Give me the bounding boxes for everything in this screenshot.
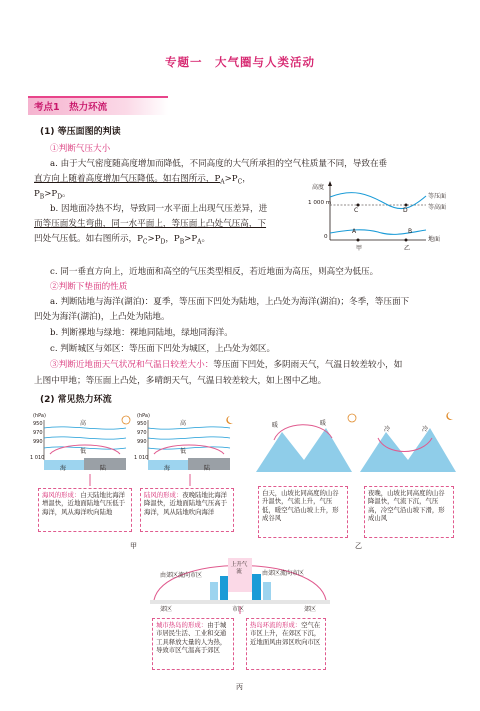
building-3 [252, 574, 261, 600]
label-di-2: 低 [180, 448, 187, 455]
label-gao-1: 高 [80, 420, 87, 427]
label-nuan-1: 暖 [272, 422, 279, 429]
sea-breeze-box: 海风的形成：白天陆地比海洋增温快，近地面陆地气压低于海洋，风从海洋吹向陆地 [38, 488, 132, 532]
para-b-line1: b. 因地面冷热不均，导致同一水平面上出现气压差异，进 [50, 204, 268, 214]
heading-isobar: (1) 等压面图的判读 [40, 127, 121, 137]
point-a [357, 239, 360, 242]
para-e: b. 判断裸地与绿地：裸地同陆地，绿地同海洋。 [50, 328, 233, 338]
label-lu-2: 陆 [204, 465, 211, 472]
land-breeze-box: 陆风的形成：夜晚陆地比海洋降温快，近地面陆地气压高于海洋，风从陆地吹向海洋 [140, 488, 234, 532]
p950-1: 950 [33, 421, 43, 427]
isobar-990-b [148, 447, 230, 449]
label-suburb-right: 郊区 [304, 606, 317, 613]
isobar-950 [44, 427, 126, 429]
circulation-arrow-2 [154, 445, 224, 454]
mountain-valley-diagram [252, 410, 462, 482]
section-header [28, 96, 168, 115]
para-b-line2: 而等压面发生弯曲，同一水平面上，等压面上凸处气压高，下 [34, 219, 267, 229]
para-g-line2: 上图中甲地；等压面上凸处，多晴朗天气，气温日较差较大，如上图中乙地。 [34, 376, 327, 386]
isobar-970 [44, 437, 126, 439]
p1010-2: 1 010 [134, 455, 149, 461]
label-left-flow: 由郊区流向市区 [160, 572, 203, 579]
p970-1: 970 [33, 430, 43, 436]
para-a-line3: $P_B>P_D$。 [34, 189, 71, 201]
sun-icon [122, 416, 130, 424]
label-hai-2: 海 [164, 465, 171, 472]
p1010-1: 1 010 [30, 455, 45, 461]
fig-d: D [403, 207, 408, 214]
para-f: c. 判断城区与郊区：等压面下凹处为城区，上凸处为郊区。 [50, 344, 276, 354]
fig-height-label: 1 000 m [308, 200, 332, 206]
unit-1: (hPa) [33, 413, 46, 419]
label-up-flow: 上升气流 [230, 562, 248, 575]
unit-2: (hPa) [137, 413, 150, 419]
p970-2: 970 [137, 430, 147, 436]
isobar-950-b [148, 427, 230, 429]
fig-c: C [354, 207, 359, 214]
mountain-2 [360, 428, 456, 472]
page-title: 专题一 大气圈与人类活动 [165, 55, 315, 69]
caption-jia: 甲 [130, 542, 137, 550]
para-d-line2: 凹处为海洋(湖泊)，上凸处为陆地。 [34, 312, 170, 322]
subheading-surface: ②判断下垫面的性质 [50, 282, 128, 292]
section-header-label: 考点1 热力环流 [34, 102, 108, 113]
label-nuan-2: 暖 [320, 420, 327, 427]
para-c: c. 同一垂直方向上，近地面和高空的气压类型相反，若近地面为高压，则高空为低压。 [50, 267, 379, 277]
isobar-970-b [148, 437, 230, 439]
heading-circulation: (2) 常见热力环流 [40, 395, 112, 405]
para-d-line1: a. 判断陆地与海洋(湖泊)：夏季，等压面下凹处为陆地，上凸处为海洋(湖泊)；冬季，等压面下 [50, 297, 410, 307]
fig-isobar-label: 等压面 [428, 193, 447, 200]
fig-a: A [352, 228, 357, 235]
isobar-upper [330, 193, 426, 209]
label-leng-1: 冷 [384, 426, 391, 433]
moon-icon-2 [446, 412, 453, 420]
para-g-line1: ③判断近地面天气状况和气温日较差大小：等压面下凹处，多阴雨天气，气温日较差较小，如 [50, 360, 403, 370]
sun-icon-2 [348, 414, 356, 422]
fig-yi: 乙 [404, 245, 411, 252]
para-b-line3: 凹处气压低。如右图所示，$P_C>P_D$，$P_B>P_A$。 [34, 234, 211, 246]
p950-2: 950 [137, 421, 147, 427]
mountain-1 [256, 428, 352, 472]
label-right-flow: 由郊区流向市区 [262, 570, 305, 577]
label-lu-1: 陆 [100, 465, 107, 472]
heat-island-box: 城市热岛的形成：由于城市居民生活、工业和交通工具释放大量的人为热，导致市区气温高于郊区 [152, 618, 234, 670]
valley-breeze-box: 白天，山坡比同高度的山谷升温快，气流上升，气压低，暖空气沿山坡上升，形成谷风 [258, 486, 348, 538]
p990-1: 990 [33, 439, 43, 445]
subheading-pressure: ①判断气压大小 [50, 144, 111, 154]
building-4 [263, 582, 271, 600]
p990-2: 990 [137, 439, 147, 445]
label-gao-2: 高 [180, 420, 187, 427]
moon-icon [226, 416, 233, 424]
y-axis-arrow [328, 181, 332, 186]
fig-equal-height-label: 等高面 [428, 204, 447, 211]
building-1 [210, 582, 218, 600]
fig-zero: 0 [324, 234, 328, 240]
label-di-1: 低 [80, 448, 87, 455]
fig-b: B [408, 228, 413, 235]
building-2 [220, 576, 228, 600]
para-a-line2: 直方向上随着高度增加气压降低。如右图所示，$P_A>P_C$， [34, 174, 251, 186]
sea-land-breeze-diagram [30, 412, 240, 490]
fig-jia: 甲 [356, 245, 363, 252]
caption-bing: 丙 [236, 683, 243, 691]
mountain-breeze-box: 夜晚，山坡比同高度的山谷降温快，气流下沉，气压高，冷空气沿山坡下滑，形成山风 [364, 486, 454, 538]
fig-ylabel: 高度 [312, 184, 325, 191]
point-b [405, 239, 408, 242]
label-suburb-left: 郊区 [160, 606, 173, 613]
label-hai-1: 海 [60, 465, 67, 472]
para-a-line1: a. 由于大气密度随高度增加而降低，不同高度的大气所承担的空气柱质量不同，导致在垂 [50, 159, 388, 169]
label-leng-2: 冷 [422, 426, 429, 433]
caption-yi: 乙 [355, 542, 362, 550]
fig-ground-label: 地面 [428, 236, 441, 243]
heat-island-circulation-box: 热岛环流的形成：空气在市区上升，在郊区下沉，近地面风由郊区吹向市区 [246, 618, 326, 670]
label-city: 市区 [232, 606, 245, 613]
